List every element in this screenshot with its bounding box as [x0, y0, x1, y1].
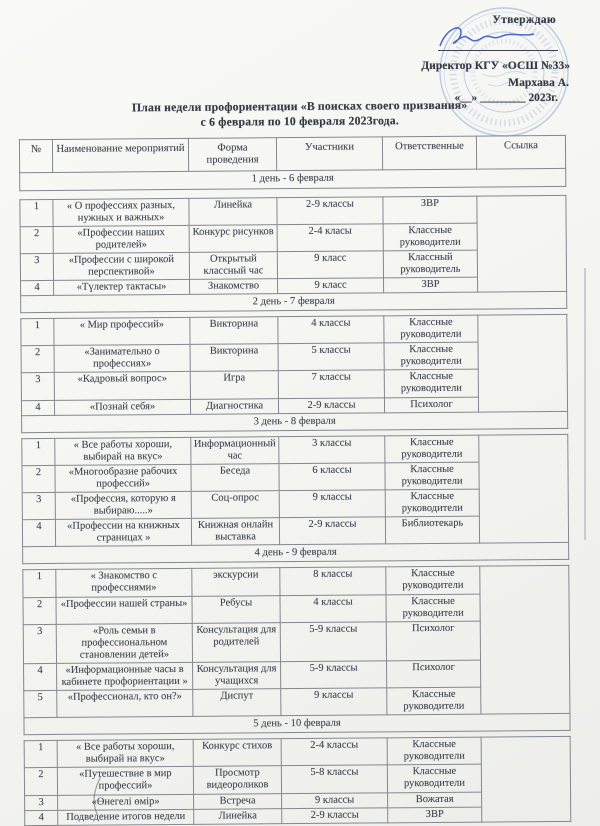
cell-event-name: «Профессии с широкой перспективой»	[53, 252, 189, 280]
cell-number: 2	[20, 226, 53, 253]
cell-number: 1	[22, 438, 55, 465]
cell-number: 4	[25, 810, 58, 825]
table-row	[24, 737, 570, 768]
cell-responsible: ЗВР	[384, 277, 478, 293]
cell-number: 3	[22, 492, 55, 519]
cell-responsible: Классные руководители	[387, 687, 481, 715]
cell-form: Ребусы	[192, 595, 280, 623]
cell-number: 2	[21, 346, 54, 373]
cell-event-name: « Все работы хороши, выбирай на вкус»	[55, 437, 191, 465]
cell-event-name: «Путешествие в мир профессий»	[57, 767, 193, 795]
director-name: Мархава А.	[508, 76, 569, 89]
cell-responsible: Классные руководители	[383, 223, 477, 251]
cell-responsible: Классные руководители	[386, 567, 480, 595]
cell-responsible: Классные руководители	[385, 462, 479, 490]
cell-responsible: Классные руководители	[384, 369, 478, 397]
col-header-event-name: Наименование мероприятий	[52, 138, 188, 172]
cell-responsible: Классные руководители	[387, 764, 481, 792]
table-row	[21, 315, 567, 346]
cell-participants: 5-9 классы	[280, 621, 386, 661]
cell-form: Конкурс стихов	[193, 739, 281, 767]
cell-form: экскурсии	[192, 568, 280, 596]
cell-event-name: « Знакомство с профессиями»	[56, 569, 192, 597]
cell-participants: 2-9 классы	[282, 807, 388, 823]
cell-number: 2	[22, 465, 55, 492]
cell-event-name: «Профессии наших родителей»	[53, 225, 189, 253]
cell-responsible: Вожатая	[388, 792, 482, 808]
cell-responsible: Библиотекарь	[385, 516, 479, 544]
cell-participants: 7 классы	[278, 370, 384, 398]
cell-responsible: ЗВР	[388, 807, 482, 823]
cell-responsible: Классные руководители	[385, 489, 479, 517]
col-header-number: №	[19, 139, 52, 173]
day-title-2: 2 день - 7 февраля	[21, 291, 567, 312]
cell-event-name: «Профессии нашей страны»	[56, 596, 192, 624]
director-title-line: Директор КГУ «ОСШ №33»	[421, 59, 570, 72]
cell-form: Просмотр видеороликов	[193, 766, 281, 794]
cell-responsible: Классные руководители	[386, 594, 480, 622]
cell-responsible: Психолог	[387, 660, 481, 688]
cell-form: Диспут	[193, 689, 281, 717]
cell-participants: 5 классы	[278, 343, 384, 371]
col-header-link: Ссылка	[476, 135, 565, 169]
cell-number: 3	[20, 253, 53, 280]
cell-event-name: «Познай себя»	[54, 399, 190, 415]
cell-responsible: Психолог	[386, 621, 480, 661]
cell-participants: 6 классы	[279, 463, 385, 491]
cell-link-empty	[481, 737, 571, 822]
cell-number: 1	[24, 741, 57, 768]
col-header-form: Форма проведения	[188, 138, 276, 172]
cell-form: Консультация для учащихся	[193, 662, 281, 690]
cell-event-name: « Все работы хороши, выбирай на вкус»	[57, 740, 193, 768]
cell-responsible: ЗВР	[383, 196, 477, 224]
cell-event-name: «Занимательно о профессиях»	[54, 345, 190, 373]
day-title-5: 5 день - 10 февраля	[24, 713, 570, 734]
cell-event-name: « О профессиях разных, нужных и важных»	[53, 198, 189, 226]
table-header-block	[19, 135, 566, 191]
pen-mark-artifact	[86, 772, 110, 818]
cell-event-name: «Кадровый вопрос»	[54, 372, 190, 400]
cell-event-name: Подведение итогов недели	[58, 809, 194, 825]
cell-form: Викторина	[190, 344, 278, 372]
cell-event-name: «Профессии на книжных страницах »	[55, 518, 191, 546]
cell-responsible: Психолог	[384, 397, 478, 413]
cell-responsible: Классные руководители	[384, 315, 478, 343]
cell-form: Открытый классный час	[189, 251, 277, 279]
cell-participants: 9 класс	[278, 278, 384, 294]
cell-responsible: Классный руководитель	[383, 250, 477, 278]
cell-participants: 9 классы	[282, 792, 388, 808]
cell-participants: 2-9 классы	[278, 397, 384, 413]
cell-form: Встреча	[194, 793, 282, 809]
cell-number: 4	[21, 280, 54, 295]
cell-participants: 4 классы	[280, 594, 386, 622]
cell-number: 1	[20, 199, 53, 226]
cell-event-name: «Өнегелі өмір»	[58, 794, 194, 810]
cell-link-empty	[479, 434, 569, 543]
cell-number: 4	[21, 400, 54, 415]
cell-number: 3	[25, 795, 58, 810]
cell-form: Информационный час	[191, 436, 279, 464]
cell-participants: 4 классы	[278, 316, 384, 344]
cell-event-name: «Информационные часы в кабинете профориентации »	[57, 662, 193, 690]
cell-number: 4	[24, 663, 57, 690]
cell-participants: 8 классы	[280, 567, 386, 595]
cell-participants: 9 классы	[279, 490, 385, 518]
cell-participants: 5-8 классы	[281, 765, 387, 793]
approve-label: Утверждаю	[492, 13, 556, 26]
cell-event-name: «Профессия, которую я выбираю.....»	[55, 491, 191, 519]
cell-event-name: «Роль семьи в профессиональном становлении детей»	[56, 623, 192, 663]
col-header-responsible: Ответственные	[382, 136, 476, 170]
cell-form: Книжная онлайн выставка	[191, 518, 279, 546]
cell-event-name: «Многообразие рабочих профессий»	[55, 464, 191, 492]
scan-artifact-line	[584, 268, 586, 540]
col-header-participants: Участники	[276, 137, 382, 171]
cell-participants: 2-4 классы	[281, 738, 387, 766]
schedule-tables	[19, 135, 572, 826]
table-header-row	[19, 135, 565, 173]
cell-link-empty	[477, 195, 567, 292]
cell-participants: 9 класс	[277, 251, 383, 279]
day-title-4: 4 день - 9 февраля	[23, 543, 569, 564]
day4-table	[22, 565, 570, 735]
day3-table	[21, 434, 569, 565]
cell-form: Консультация для родителей	[192, 622, 280, 662]
cell-event-name: « Мир профессий»	[54, 317, 190, 345]
title-line-1: План недели профориентации «В поисках своего призвания»	[131, 97, 468, 115]
cell-form: Игра	[190, 371, 278, 399]
cell-number: 3	[23, 624, 56, 663]
day-title-1: 1 день - 6 февраля	[20, 169, 566, 190]
cell-form: Соц-опрос	[191, 491, 279, 519]
cell-form: Знакомство	[190, 279, 278, 295]
cell-responsible: Классные руководители	[385, 435, 479, 463]
day1-table	[19, 194, 567, 313]
cell-form: Беседа	[191, 464, 279, 492]
cell-form: Викторина	[190, 317, 278, 345]
cell-form: Конкурс рисунков	[189, 224, 277, 252]
cell-link-empty	[480, 566, 570, 714]
day-title-3: 3 день - 8 февраля	[22, 411, 568, 432]
document-title	[10, 97, 590, 132]
cell-form: Диагностика	[190, 398, 278, 414]
cell-number: 2	[24, 768, 57, 795]
cell-participants: 2-9 классы	[277, 196, 383, 224]
cell-participants: 5-9 классы	[281, 661, 387, 689]
cell-responsible: Классные руководители	[384, 342, 478, 370]
cell-participants: 9 классы	[281, 688, 387, 716]
cell-number: 2	[23, 597, 56, 624]
cell-event-name: «Профессионал, кто он?»	[57, 689, 193, 717]
cell-form: Линейка	[189, 197, 277, 225]
cell-number: 1	[21, 319, 54, 346]
cell-number: 4	[22, 520, 55, 547]
cell-number: 5	[24, 690, 57, 717]
cell-participants: 2-4 класы	[277, 223, 383, 251]
approval-date-line: «__» ________ 2023г.	[454, 92, 558, 104]
cell-responsible: Классные руководители	[387, 737, 481, 765]
cell-number: 3	[21, 373, 54, 400]
table-row	[23, 566, 569, 597]
table-row	[22, 434, 568, 465]
cell-participants: 2-9 классы	[279, 517, 385, 545]
cell-event-name: «Түлектер тактасы»	[54, 279, 190, 295]
title-line-2: с 6 февраля по 10 февраля 2023года.	[200, 113, 399, 130]
cell-participants: 3 классы	[279, 436, 385, 464]
table-row	[20, 195, 566, 226]
day2-table	[20, 314, 568, 433]
cell-number: 1	[23, 570, 56, 597]
cell-form: Линейка	[194, 808, 282, 824]
cell-link-empty	[478, 315, 568, 412]
